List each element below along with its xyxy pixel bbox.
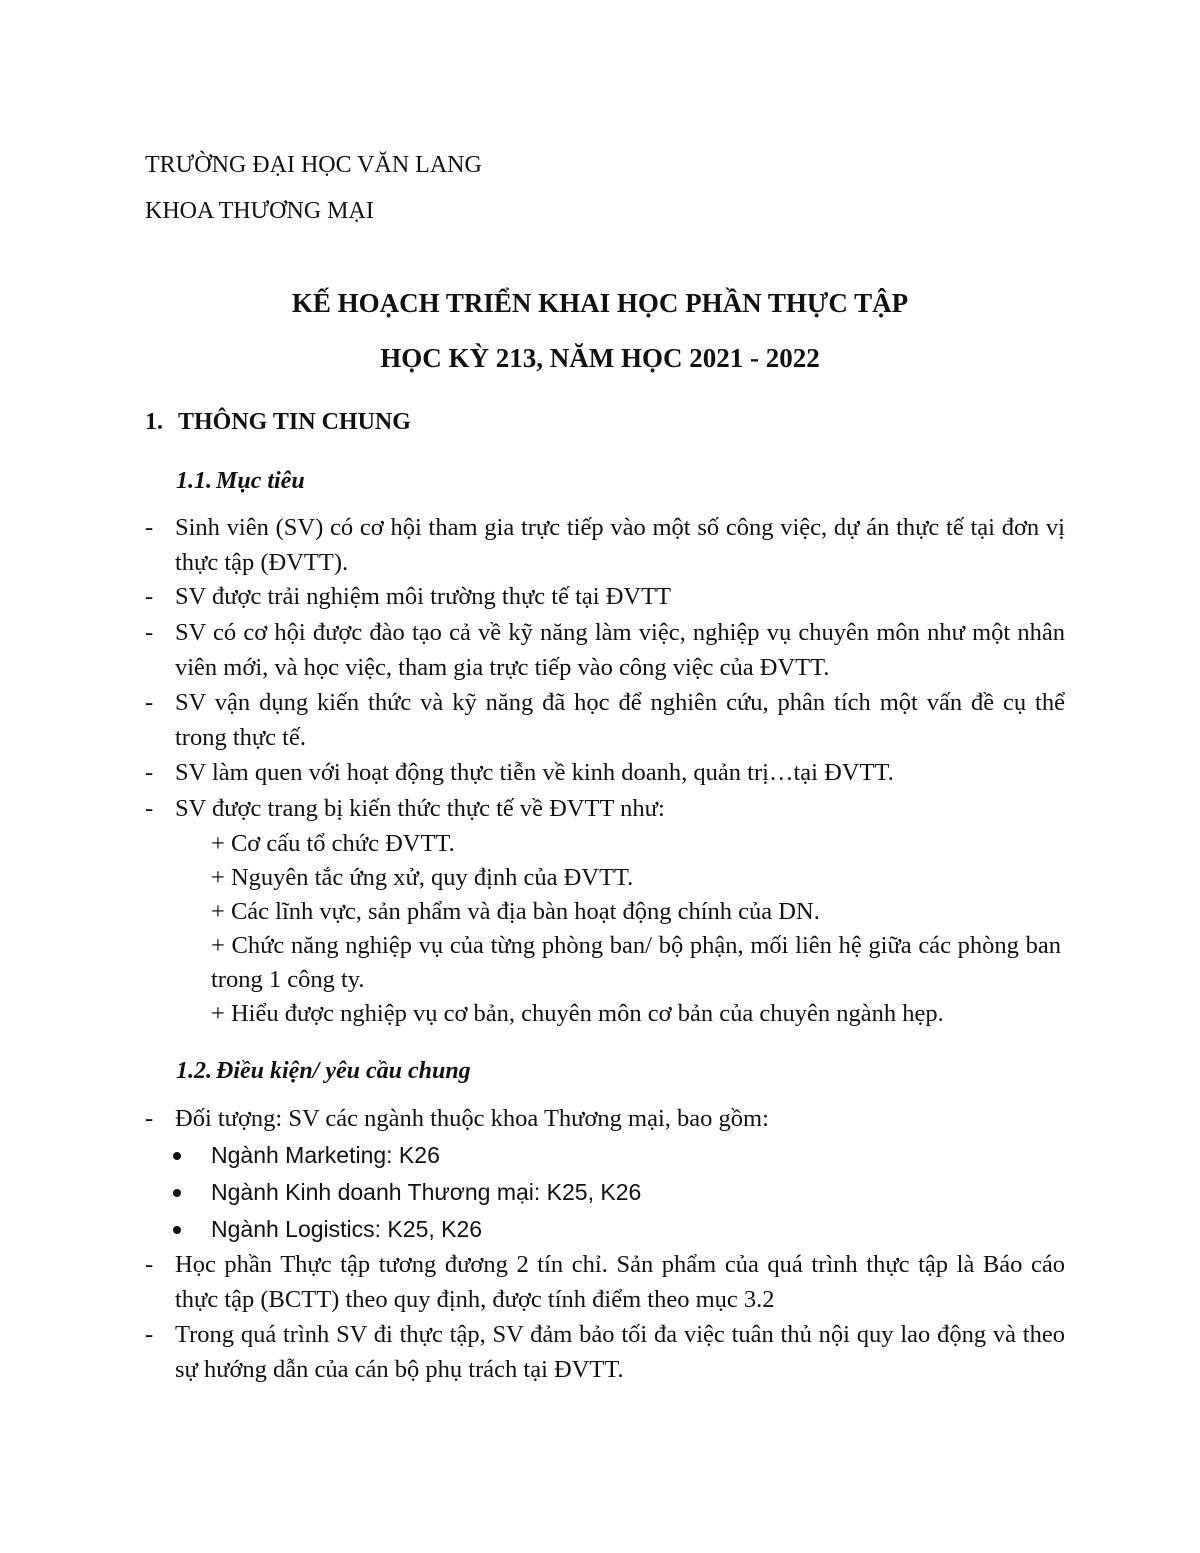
- subsection-title: Điều kiện/ yêu cầu chung: [216, 1058, 471, 1084]
- list-item-text: Sinh viên (SV) có cơ hội tham gia trực tiếp vào một số công việc, dự án thực tế tại đơn vị thực tập (ĐVTT).: [175, 514, 1065, 576]
- subsection-title: Mục tiêu: [216, 468, 305, 494]
- list-item: [145, 580, 1065, 615]
- dash-marker: -: [145, 689, 154, 716]
- section-title: THÔNG TIN CHUNG: [178, 409, 411, 435]
- bullet-item-text: Ngành Marketing: K26: [211, 1142, 440, 1168]
- list-item-text: SV được trang bị kiến thức thực tế về ĐVTT như:: [175, 795, 665, 822]
- list-item: [145, 511, 1065, 580]
- dash-marker: -: [145, 583, 154, 610]
- sub-list-item-text: + Hiểu được nghiệp vụ cơ bản, chuyên môn cơ bản của chuyên ngành hẹp.: [211, 1000, 944, 1027]
- sub-list-item: [211, 827, 1061, 861]
- list-item-text: SV có cơ hội được đào tạo cả về kỹ năng làm việc, nghiệp vụ chuyên môn như một nhân viên mới, và học việc, tham gia trực tiếp vào công việc của ĐVTT.: [175, 619, 1065, 681]
- sub-list-item-text: + Cơ cấu tổ chức ĐVTT.: [211, 830, 455, 857]
- dash-marker: -: [145, 1105, 154, 1132]
- list-item: [145, 792, 1065, 827]
- dash-marker: -: [145, 759, 154, 786]
- dash-marker: -: [145, 795, 154, 822]
- section-heading-1: [145, 410, 411, 434]
- bullet-item-text: Ngành Kinh doanh Thương mại: K25, K26: [211, 1179, 642, 1205]
- document-title: KẾ HOẠCH TRIỂN KHAI HỌC PHẦN THỰC TẬP: [291, 288, 909, 318]
- list-item: [145, 1102, 1065, 1137]
- sub-list-item: [211, 929, 1061, 997]
- faculty-name: KHOA THƯƠNG MẠI: [145, 198, 374, 224]
- bullet-item: [173, 1138, 440, 1172]
- subsection-heading-1-2: [176, 1059, 471, 1083]
- dash-marker: -: [145, 514, 154, 541]
- bullet-dot-icon: [173, 1189, 181, 1197]
- university-name: TRƯỜNG ĐẠI HỌC VĂN LANG: [145, 152, 482, 178]
- sub-list-item-text: + Các lĩnh vực, sản phẩm và địa bàn hoạt động chính của DN.: [211, 898, 820, 925]
- subsection-heading-1-1: [176, 469, 305, 493]
- sub-list-item: [211, 895, 1061, 929]
- list-item: [145, 686, 1065, 755]
- list-item: [145, 616, 1065, 685]
- bullet-dot-icon: [173, 1152, 181, 1160]
- list-item: [145, 1318, 1065, 1387]
- dash-marker: -: [145, 1321, 154, 1348]
- bullet-item: [173, 1212, 482, 1246]
- sub-list-item: [211, 861, 1061, 895]
- bullet-dot-icon: [173, 1226, 181, 1234]
- section-number: 1.: [145, 409, 163, 435]
- list-item-text: SV được trải nghiệm môi trường thực tế tại ĐVTT: [175, 583, 672, 610]
- document-subtitle: HỌC KỲ 213, NĂM HỌC 2021 - 2022: [380, 343, 820, 373]
- subsection-number: 1.1.: [176, 468, 212, 494]
- bullet-item: [173, 1175, 641, 1209]
- dash-marker: -: [145, 619, 154, 646]
- list-item-text: Học phần Thực tập tương đương 2 tín chỉ. Sản phẩm của quá trình thực tập là Báo cáo thực tập (BCTT) theo quy định, được tính điểm theo mục 3.2: [175, 1251, 1065, 1313]
- list-item-text: SV vận dụng kiến thức và kỹ năng đã học để nghiên cứu, phân tích một vấn đề cụ thể trong thực tế.: [175, 689, 1065, 751]
- sub-list-item: [211, 997, 1061, 1031]
- list-item: [145, 1248, 1065, 1317]
- dash-marker: -: [145, 1251, 154, 1278]
- list-item-text: SV làm quen với hoạt động thực tiễn về kinh doanh, quản trị…tại ĐVTT.: [175, 759, 894, 786]
- sub-list-item-text: + Nguyên tắc ứng xử, quy định của ĐVTT.: [211, 864, 634, 891]
- subsection-number: 1.2.: [176, 1058, 212, 1084]
- list-item-text: Trong quá trình SV đi thực tập, SV đảm bảo tối đa việc tuân thủ nội quy lao động và theo sự hướng dẫn của cán bộ phụ trách tại ĐVTT.: [175, 1321, 1065, 1383]
- sub-list-item-text: + Chức năng nghiệp vụ của từng phòng ban/ bộ phận, mối liên hệ giữa các phòng ban trong 1 công ty.: [211, 932, 1061, 993]
- list-item: [145, 756, 1065, 791]
- list-item-text: Đối tượng: SV các ngành thuộc khoa Thương mại, bao gồm:: [175, 1105, 769, 1132]
- bullet-item-text: Ngành Logistics: K25, K26: [211, 1216, 483, 1242]
